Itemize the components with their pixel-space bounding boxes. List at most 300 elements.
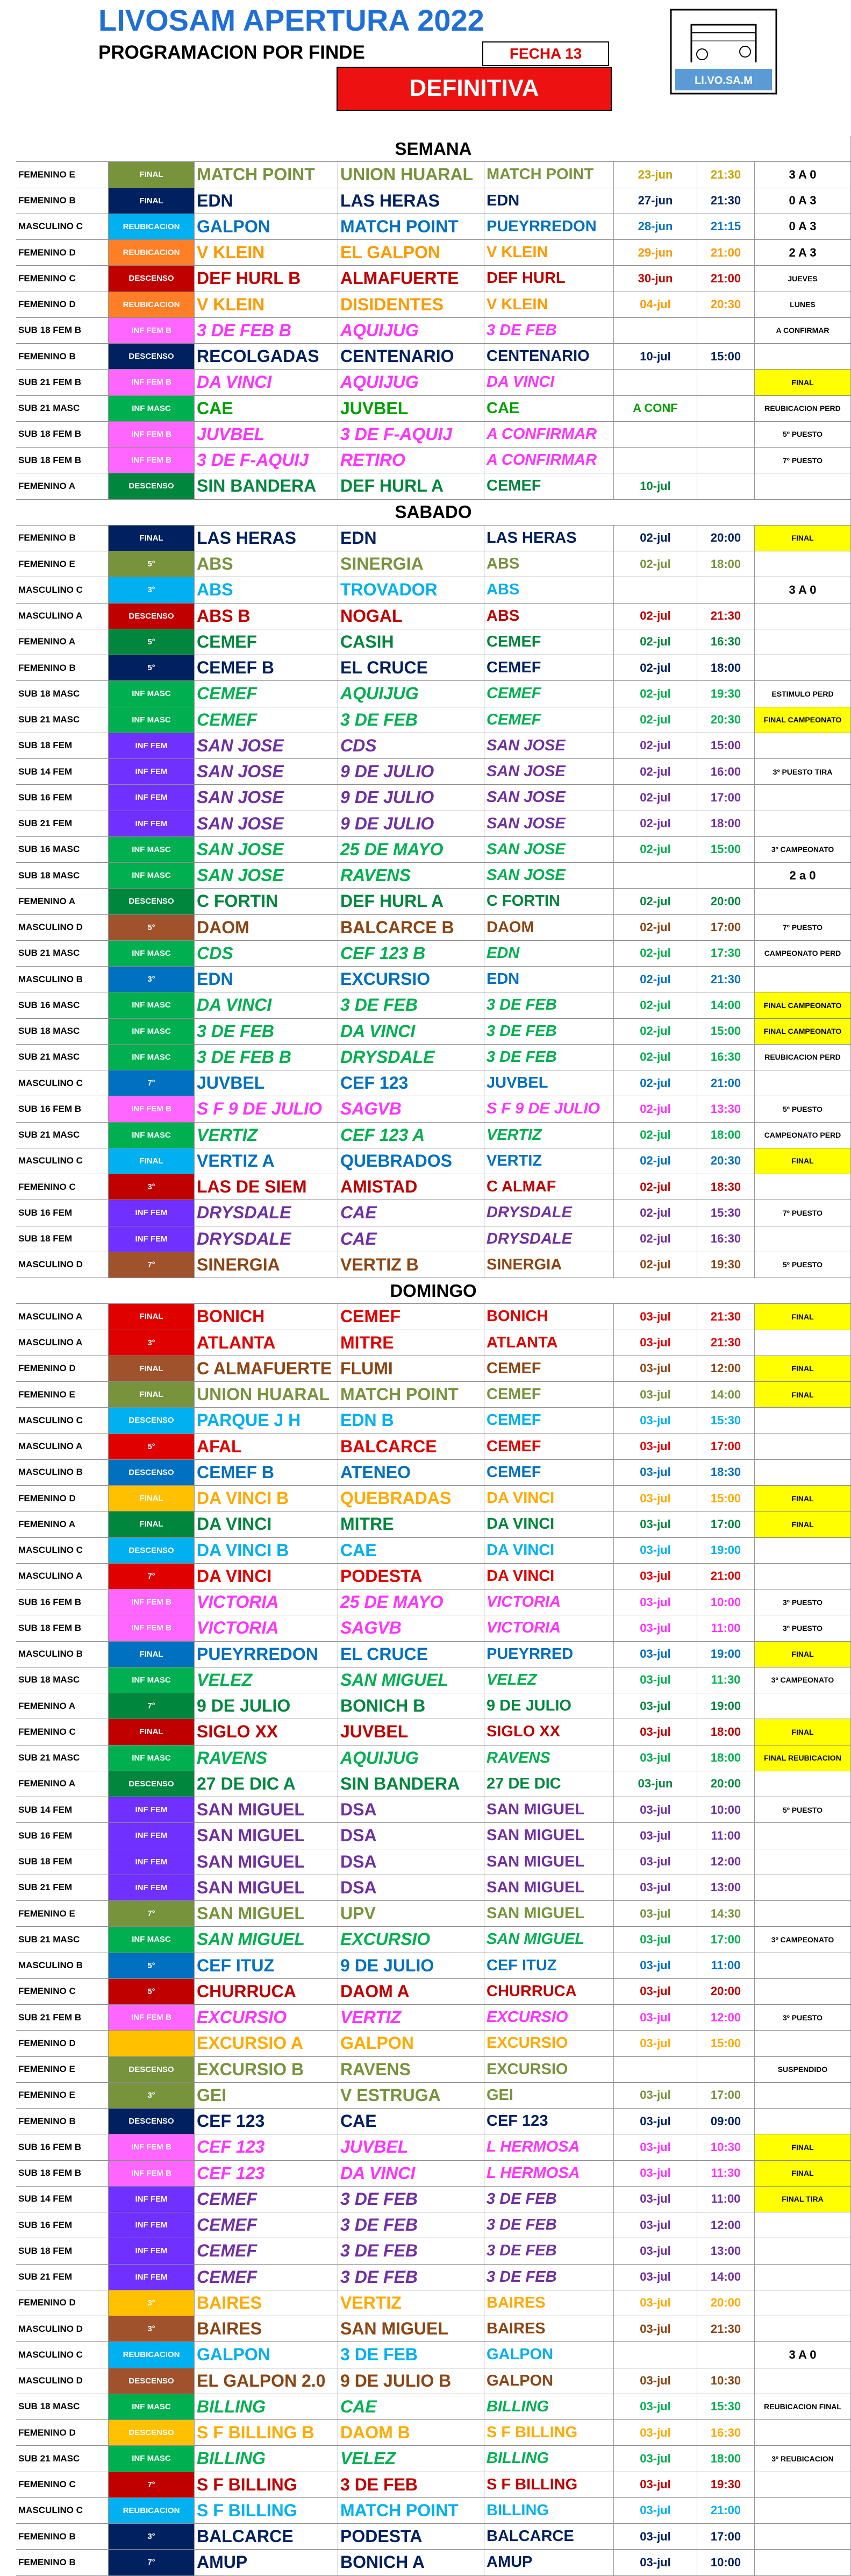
away-team-cell: MITRE <box>338 1511 484 1537</box>
notes-cell <box>755 1070 851 1096</box>
phase-cell: DESCENSO <box>109 1771 195 1797</box>
date-cell: 02-jul <box>614 733 697 758</box>
time-cell <box>697 473 755 499</box>
table-row <box>16 1771 851 1797</box>
notes-cell: FINAL CAMPEONATO <box>755 992 851 1018</box>
phase-cell: 5° <box>109 655 195 680</box>
venue-cell: SAN MIGUEL <box>484 1875 614 1900</box>
category-cell: SUB 21 FEM <box>16 2265 109 2290</box>
venue-cell: L HERMOSA <box>484 2161 614 2186</box>
table-row <box>16 1719 851 1745</box>
category-cell: SUB 18 FEM B <box>16 448 109 473</box>
category-cell: SUB 14 FEM <box>16 2187 109 2212</box>
phase-cell: INF FEM <box>109 1226 195 1252</box>
phase-cell: FINAL <box>109 1382 195 1407</box>
notes-cell <box>755 1823 851 1848</box>
phase-cell: INF MASC <box>109 2446 195 2471</box>
table-row <box>16 1330 851 1356</box>
date-cell: 03-jul <box>614 2498 697 2523</box>
category-cell: FEMENINO E <box>16 2057 109 2082</box>
away-team-cell: AQUIJUG <box>338 1745 484 1771</box>
table-row <box>16 396 851 422</box>
phase-cell: INF FEM <box>109 2212 195 2238</box>
date-cell: 02-jul <box>614 889 697 914</box>
venue-cell: DA VINCI <box>484 1511 614 1537</box>
notes-cell: FINAL <box>755 526 851 551</box>
category-cell: FEMENINO D <box>16 240 109 265</box>
notes-cell <box>755 733 851 758</box>
home-team-cell: BONICH <box>195 1304 338 1329</box>
table-row <box>16 1953 851 1979</box>
category-cell: SUB 16 FEM <box>16 1200 109 1225</box>
venue-cell: DRYSDALE <box>484 1200 614 1225</box>
date-cell: 03-jul <box>614 1589 697 1615</box>
date-cell: 03-jul <box>614 2316 697 2341</box>
phase-cell: INF FEM <box>109 733 195 758</box>
time-cell: 20:00 <box>697 889 755 914</box>
time-cell: 18:00 <box>697 2446 755 2471</box>
date-cell: 30-jun <box>614 266 697 291</box>
phase-cell: INF FEM B <box>109 318 195 343</box>
notes-cell <box>755 1174 851 1200</box>
home-team-cell: RAVENS <box>195 1745 338 1771</box>
category-cell: FEMENINO C <box>16 2472 109 2497</box>
notes-cell: 5º PUESTO <box>755 1252 851 1278</box>
table-row <box>16 344 851 370</box>
date-cell: 03-jul <box>614 2290 697 2316</box>
date-cell: 02-jul <box>614 1045 697 1070</box>
time-cell: 14:00 <box>697 2265 755 2290</box>
home-team-cell: 3 DE FEB <box>195 1019 338 1044</box>
venue-cell: SAN MIGUEL <box>484 1927 614 1952</box>
away-team-cell: 3 DE FEB <box>338 2238 484 2263</box>
notes-cell: 7º PUESTO <box>755 1200 851 1225</box>
venue-cell: JUVBEL <box>484 1070 614 1096</box>
table-row <box>16 1200 851 1226</box>
category-cell: FEMENINO D <box>16 2420 109 2445</box>
date-cell: 03-jul <box>614 2134 697 2160</box>
away-team-cell: 3 DE FEB <box>338 992 484 1018</box>
date-cell: 10-jul <box>614 473 697 499</box>
phase-cell: INF FEM <box>109 1797 195 1822</box>
date-cell: 02-jul <box>614 1200 697 1225</box>
category-cell: MASCULINO C <box>16 1148 109 1174</box>
away-team-cell: DEF HURL A <box>338 889 484 914</box>
time-cell: 19:30 <box>697 2472 755 2497</box>
venue-cell: CEMEF <box>484 655 614 680</box>
date-cell: 03-jun <box>614 1771 697 1797</box>
away-team-cell: CAE <box>338 2394 484 2419</box>
notes-cell: REUBICACION FINAL <box>755 2394 851 2419</box>
date-cell: 03-jul <box>614 1304 697 1329</box>
table-row <box>16 2550 851 2575</box>
venue-cell: S F BILLING <box>484 2472 614 2497</box>
home-team-cell: SAN MIGUEL <box>195 1875 338 1900</box>
section-header: SEMANA <box>16 136 851 162</box>
category-cell: MASCULINO D <box>16 915 109 940</box>
table-row <box>16 1226 851 1252</box>
time-cell: 20:30 <box>697 1148 755 1174</box>
away-team-cell: ATENEO <box>338 1460 484 1485</box>
away-team-cell: CEF 123 <box>338 1070 484 1096</box>
venue-cell: DA VINCI <box>484 1564 614 1589</box>
date-cell: 02-jul <box>614 941 697 966</box>
phase-cell: INF FEM B <box>109 2134 195 2160</box>
category-cell: FEMENINO C <box>16 1174 109 1200</box>
time-cell: 20:30 <box>697 292 755 317</box>
time-cell: 18:30 <box>697 1174 755 1200</box>
notes-cell: 5º PUESTO <box>755 422 851 447</box>
category-cell: FEMENINO C <box>16 266 109 291</box>
time-cell: 17:00 <box>697 2083 755 2108</box>
home-team-cell: DA VINCI B <box>195 1486 338 1511</box>
away-team-cell: CEF 123 B <box>338 941 484 966</box>
venue-cell: VERTIZ <box>484 1123 614 1148</box>
phase-cell: 7° <box>109 1693 195 1719</box>
away-team-cell: UNION HUARAL <box>338 162 484 187</box>
venue-cell: 9 DE JULIO <box>484 1693 614 1719</box>
time-cell: 10:00 <box>697 1589 755 1615</box>
category-cell: FEMENINO A <box>16 889 109 914</box>
date-cell: 03-jul <box>614 2524 697 2549</box>
away-team-cell: EL CRUCE <box>338 655 484 680</box>
header <box>0 0 851 134</box>
phase-cell <box>109 2031 195 2056</box>
away-team-cell: 3 DE FEB <box>338 2265 484 2290</box>
time-cell: 10:00 <box>697 2550 755 2575</box>
table-row <box>16 915 851 941</box>
category-cell: SUB 18 MASC <box>16 681 109 706</box>
time-cell: 15:00 <box>697 1019 755 1044</box>
notes-cell: 3º REUBICACION <box>755 2446 851 2471</box>
table-row <box>16 1304 851 1330</box>
table-row <box>16 1538 851 1564</box>
venue-cell: DEF HURL <box>484 266 614 291</box>
category-cell: SUB 21 MASC <box>16 1745 109 1771</box>
date-cell: 02-jul <box>614 915 697 940</box>
date-cell: 03-jul <box>614 1460 697 1485</box>
time-cell: 16:00 <box>697 759 755 784</box>
time-cell: 11:00 <box>697 1615 755 1641</box>
phase-cell: INF FEM B <box>109 1615 195 1641</box>
away-team-cell: 9 DE JULIO <box>338 811 484 836</box>
notes-cell: 3 A 0 <box>755 577 851 602</box>
category-cell: FEMENINO B <box>16 344 109 369</box>
time-cell: 18:00 <box>697 655 755 680</box>
home-team-cell: CEMEF <box>195 2187 338 2212</box>
category-cell: FEMENINO E <box>16 1382 109 1407</box>
date-cell: 03-jul <box>614 2238 697 2263</box>
category-cell: SUB 21 MASC <box>16 1123 109 1148</box>
date-cell: 03-jul <box>614 2550 697 2575</box>
notes-cell: 7º PUESTO <box>755 448 851 473</box>
home-team-cell: DA VINCI <box>195 1564 338 1589</box>
table-row <box>16 1589 851 1615</box>
home-team-cell: EDN <box>195 188 338 214</box>
time-cell: 17:00 <box>697 785 755 810</box>
table-row <box>16 2472 851 2498</box>
table-row <box>16 889 851 914</box>
phase-cell: INF FEM <box>109 1875 195 1900</box>
time-cell: 09:00 <box>697 2109 755 2134</box>
time-cell: 21:00 <box>697 266 755 291</box>
category-cell: MASCULINO C <box>16 2342 109 2367</box>
date-cell: 03-jul <box>614 1564 697 1589</box>
date-cell: 03-jul <box>614 2368 697 2394</box>
date-cell: 02-jul <box>614 967 697 992</box>
table-row <box>16 1382 851 1408</box>
away-team-cell: EXCURSIO <box>338 1927 484 1952</box>
time-cell: 15:00 <box>697 837 755 862</box>
phase-cell: 5° <box>109 1434 195 1459</box>
time-cell: 11:00 <box>697 2187 755 2212</box>
table-row <box>16 2057 851 2083</box>
home-team-cell: PUEYRREDON <box>195 1642 338 1667</box>
notes-cell <box>755 1408 851 1433</box>
home-team-cell: VELEZ <box>195 1667 338 1693</box>
table-row <box>16 1642 851 1667</box>
home-team-cell: CEF 123 <box>195 2134 338 2160</box>
home-team-cell: SIGLO XX <box>195 1719 338 1744</box>
phase-cell: INF FEM <box>109 2187 195 2212</box>
table-row <box>16 2420 851 2446</box>
table-row <box>16 2212 851 2238</box>
category-cell: SUB 18 FEM <box>16 1849 109 1875</box>
home-team-cell: DA VINCI B <box>195 1538 338 1563</box>
home-team-cell: SAN JOSE <box>195 811 338 836</box>
venue-cell: CEMEF <box>484 473 614 499</box>
time-cell <box>697 2057 755 2082</box>
notes-cell <box>755 1875 851 1900</box>
venue-cell: BAIRES <box>484 2316 614 2341</box>
venue-cell: CEMEF <box>484 681 614 706</box>
category-cell: FEMENINO E <box>16 162 109 187</box>
notes-cell <box>755 1330 851 1356</box>
venue-cell: BAIRES <box>484 2290 614 2316</box>
home-team-cell: SAN JOSE <box>195 759 338 784</box>
away-team-cell: CAE <box>338 1200 484 1225</box>
away-team-cell: DSA <box>338 1875 484 1900</box>
home-team-cell: EDN <box>195 967 338 992</box>
phase-cell: INF MASC <box>109 1123 195 1148</box>
time-cell: 11:30 <box>697 1667 755 1693</box>
phase-cell: REUBICACION <box>109 292 195 317</box>
venue-cell: SAN JOSE <box>484 733 614 758</box>
time-cell: 21:00 <box>697 240 755 265</box>
category-cell: SUB 21 MASC <box>16 941 109 966</box>
venue-cell: DAOM <box>484 915 614 940</box>
phase-cell: INF MASC <box>109 1927 195 1952</box>
category-cell: FEMENINO B <box>16 2550 109 2575</box>
away-team-cell: MITRE <box>338 1330 484 1356</box>
home-team-cell: EXCURSIO B <box>195 2057 338 2082</box>
venue-cell: SIGLO XX <box>484 1719 614 1744</box>
date-cell: 03-jul <box>614 1979 697 2004</box>
date-cell: 03-jul <box>614 1408 697 1433</box>
home-team-cell: UNION HUARAL <box>195 1382 338 1407</box>
time-cell: 21:30 <box>697 1330 755 1356</box>
time-cell: 21:30 <box>697 2316 755 2341</box>
venue-cell: DA VINCI <box>484 370 614 395</box>
phase-cell: 5° <box>109 915 195 940</box>
page-title: LIVOSAM APERTURA 2022 <box>98 3 484 37</box>
table-row <box>16 863 851 889</box>
time-cell: 20:00 <box>697 2290 755 2316</box>
away-team-cell: 9 DE JULIO <box>338 785 484 810</box>
date-cell: 03-jul <box>614 1953 697 1978</box>
away-team-cell: FLUMI <box>338 1356 484 1381</box>
home-team-cell: S F BILLING <box>195 2498 338 2523</box>
time-cell <box>697 370 755 395</box>
table-row <box>16 577 851 603</box>
notes-cell <box>755 1538 851 1563</box>
phase-cell: INF FEM B <box>109 448 195 473</box>
phase-cell: INF FEM B <box>109 422 195 447</box>
away-team-cell: EDN <box>338 526 484 551</box>
venue-cell: A CONFIRMAR <box>484 422 614 447</box>
category-cell: SUB 18 MASC <box>16 863 109 888</box>
category-cell: FEMENINO C <box>16 1719 109 1744</box>
venue-cell: GALPON <box>484 2368 614 2394</box>
notes-cell <box>755 889 851 914</box>
away-team-cell: 25 DE MAYO <box>338 837 484 862</box>
notes-cell <box>755 1564 851 1589</box>
away-team-cell: 3 DE FEB <box>338 2342 484 2367</box>
away-team-cell: TROVADOR <box>338 577 484 602</box>
time-cell <box>697 577 755 602</box>
venue-cell: SAN JOSE <box>484 811 614 836</box>
venue-cell: MATCH POINT <box>484 162 614 187</box>
phase-cell: INF FEM B <box>109 2005 195 2030</box>
venue-cell: L HERMOSA <box>484 2134 614 2160</box>
away-team-cell: EXCURSIO <box>338 967 484 992</box>
home-team-cell: CEMEF <box>195 2212 338 2238</box>
home-team-cell: CDS <box>195 941 338 966</box>
venue-cell: VICTORIA <box>484 1615 614 1641</box>
notes-cell <box>755 1434 851 1459</box>
date-cell <box>614 2342 697 2367</box>
table-row <box>16 1434 851 1460</box>
table-row <box>16 941 851 967</box>
home-team-cell: ATLANTA <box>195 1330 338 1356</box>
venue-cell: SAN MIGUEL <box>484 1797 614 1822</box>
table-row <box>16 1045 851 1070</box>
time-cell: 21:00 <box>697 1564 755 1589</box>
phase-cell: DESCENSO <box>109 1408 195 1433</box>
phase-cell: 3° <box>109 1330 195 1356</box>
away-team-cell: EDN B <box>338 1408 484 1433</box>
table-row <box>16 2524 851 2550</box>
home-team-cell: VICTORIA <box>195 1589 338 1615</box>
time-cell: 17:00 <box>697 1434 755 1459</box>
notes-cell <box>755 2420 851 2445</box>
phase-cell: 3° <box>109 2316 195 2341</box>
phase-cell: INF FEM <box>109 785 195 810</box>
date-cell: 02-jul <box>614 1174 697 1200</box>
home-team-cell: BILLING <box>195 2446 338 2471</box>
phase-cell: INF MASC <box>109 863 195 888</box>
venue-cell: EXCURSIO <box>484 2057 614 2082</box>
date-cell <box>614 577 697 602</box>
venue-cell: CEMEF <box>484 1408 614 1433</box>
notes-cell <box>755 655 851 680</box>
category-cell: FEMENINO A <box>16 1511 109 1537</box>
date-cell <box>614 2057 697 2082</box>
time-cell: 17:00 <box>697 915 755 940</box>
away-team-cell: UPV <box>338 1901 484 1926</box>
venue-cell: VERTIZ <box>484 1148 614 1174</box>
notes-cell <box>755 2290 851 2316</box>
table-row <box>16 1693 851 1719</box>
venue-cell: BILLING <box>484 2498 614 2523</box>
phase-cell: INF FEM <box>109 1200 195 1225</box>
category-cell: MASCULINO B <box>16 967 109 992</box>
category-cell: MASCULINO C <box>16 2498 109 2523</box>
away-team-cell: LAS HERAS <box>338 188 484 214</box>
venue-cell: CEMEF <box>484 629 614 655</box>
category-cell: FEMENINO E <box>16 2083 109 2108</box>
venue-cell: C ALMAF <box>484 1174 614 1200</box>
home-team-cell: SAN MIGUEL <box>195 1797 338 1822</box>
phase-cell: DESCENSO <box>109 473 195 499</box>
table-row <box>16 707 851 733</box>
venue-cell: DRYSDALE <box>484 1226 614 1252</box>
phase-cell: INF MASC <box>109 1745 195 1771</box>
time-cell <box>697 448 755 473</box>
phase-cell: FINAL <box>109 188 195 214</box>
home-team-cell: DAOM <box>195 915 338 940</box>
fecha-badge: FECHA 13 <box>482 41 609 66</box>
home-team-cell: VERTIZ A <box>195 1148 338 1174</box>
venue-cell: SAN MIGUEL <box>484 1823 614 1848</box>
time-cell <box>697 2342 755 2367</box>
date-cell: 03-jul <box>614 1823 697 1848</box>
category-cell: MASCULINO A <box>16 1330 109 1356</box>
away-team-cell: SIN BANDERA <box>338 1771 484 1797</box>
table-row <box>16 1070 851 1096</box>
date-cell: 04-jul <box>614 292 697 317</box>
phase-cell: 7° <box>109 2550 195 2575</box>
notes-cell: FINAL <box>755 1642 851 1667</box>
home-team-cell: 3 DE FEB B <box>195 318 338 343</box>
category-cell: SUB 21 FEM <box>16 811 109 836</box>
home-team-cell: CEMEF B <box>195 655 338 680</box>
time-cell: 16:30 <box>697 1045 755 1070</box>
venue-cell: S F 9 DE JULIO <box>484 1096 614 1122</box>
away-team-cell: VERTIZ B <box>338 1252 484 1278</box>
category-cell: SUB 21 FEM <box>16 1875 109 1900</box>
table-row <box>16 266 851 292</box>
venue-cell: SAN JOSE <box>484 785 614 810</box>
section-header: SABADO <box>16 500 851 526</box>
time-cell: 15:30 <box>697 1200 755 1225</box>
time-cell: 21:30 <box>697 604 755 629</box>
category-cell: MASCULINO A <box>16 604 109 629</box>
date-cell: 02-jul <box>614 837 697 862</box>
away-team-cell: BONICH A <box>338 2550 484 2575</box>
notes-cell: FINAL CAMPEONATO <box>755 707 851 733</box>
time-cell: 21:00 <box>697 1070 755 1096</box>
notes-cell: 0 A 3 <box>755 188 851 214</box>
table-row <box>16 1667 851 1693</box>
category-cell: MASCULINO C <box>16 1538 109 1563</box>
time-cell: 18:00 <box>697 1745 755 1771</box>
date-cell: 02-jul <box>614 1070 697 1096</box>
venue-cell: SAN JOSE <box>484 863 614 888</box>
home-team-cell: CEF 123 <box>195 2161 338 2186</box>
table-row <box>16 292 851 318</box>
notes-cell: FINAL <box>755 2134 851 2160</box>
